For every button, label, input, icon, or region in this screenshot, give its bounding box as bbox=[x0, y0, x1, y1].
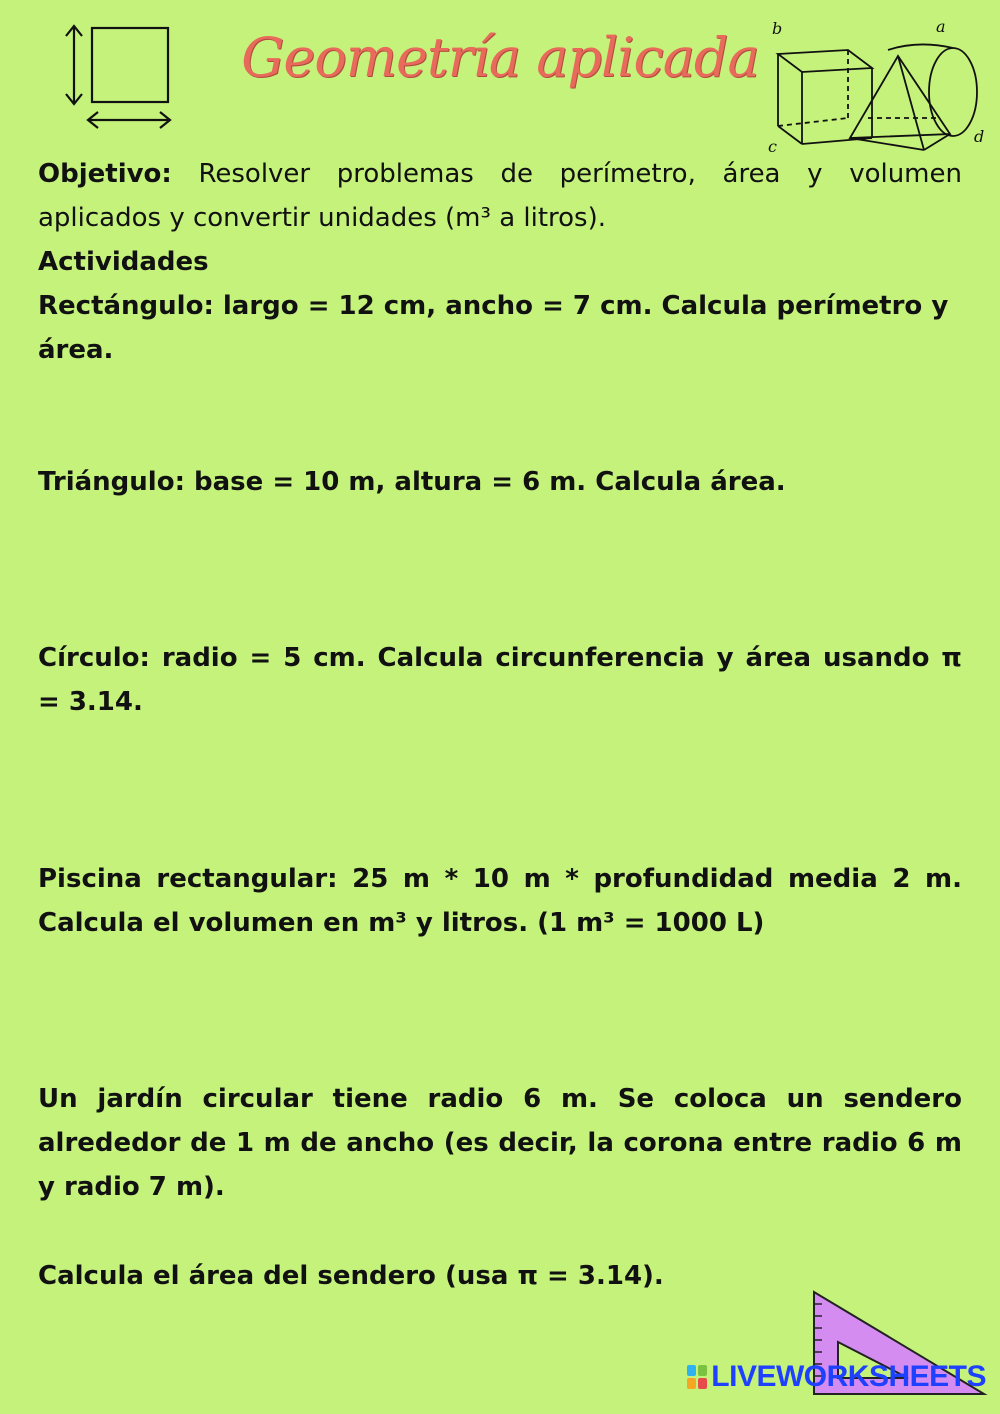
activity-path-area: Calcula el área del sendero (usa π = 3.14). bbox=[38, 1261, 664, 1291]
solid-label-c: c bbox=[768, 137, 777, 156]
liveworksheets-logo bbox=[687, 1360, 986, 1394]
objective-text: Resolver problemas de perímetro, área y volumen aplicados y convertir unidades (m³ a litros). bbox=[38, 159, 962, 233]
objective-label: Objetivo: bbox=[38, 159, 172, 189]
activity-garden: Un jardín circular tiene radio 6 m. Se coloca un sendero alrededor de 1 m de ancho (es decir, la corona entre radio 6 m y radio 7 m). bbox=[38, 1084, 962, 1202]
logo-text: LIVEWORKSHEETS bbox=[711, 1360, 986, 1393]
solid-label-a: a bbox=[936, 17, 946, 36]
solid-label-d: d bbox=[974, 127, 985, 146]
activity-triangle: Triángulo: base = 10 m, altura = 6 m. Calcula área. bbox=[38, 467, 786, 497]
activity-circle: Círculo: radio = 5 cm. Calcula circunferencia y área usando π = 3.14. bbox=[38, 643, 962, 717]
geometric-solids-icon bbox=[768, 14, 993, 164]
activity-rectangle: Rectángulo: largo = 12 cm, ancho = 7 cm. Calcula perímetro y área. bbox=[38, 291, 949, 365]
activity-pool: Piscina rectangular: 25 m * 10 m * profundidad media 2 m. Calcula el volumen en m³ y litros. (1 m³ = 1000 L) bbox=[38, 864, 962, 938]
solid-label-b: b bbox=[772, 19, 783, 38]
page-title: Geometría aplicada bbox=[241, 26, 759, 89]
objective-paragraph bbox=[38, 152, 962, 240]
liveworksheets-mark-icon bbox=[687, 1365, 707, 1389]
activities-heading: Actividades bbox=[38, 247, 209, 277]
